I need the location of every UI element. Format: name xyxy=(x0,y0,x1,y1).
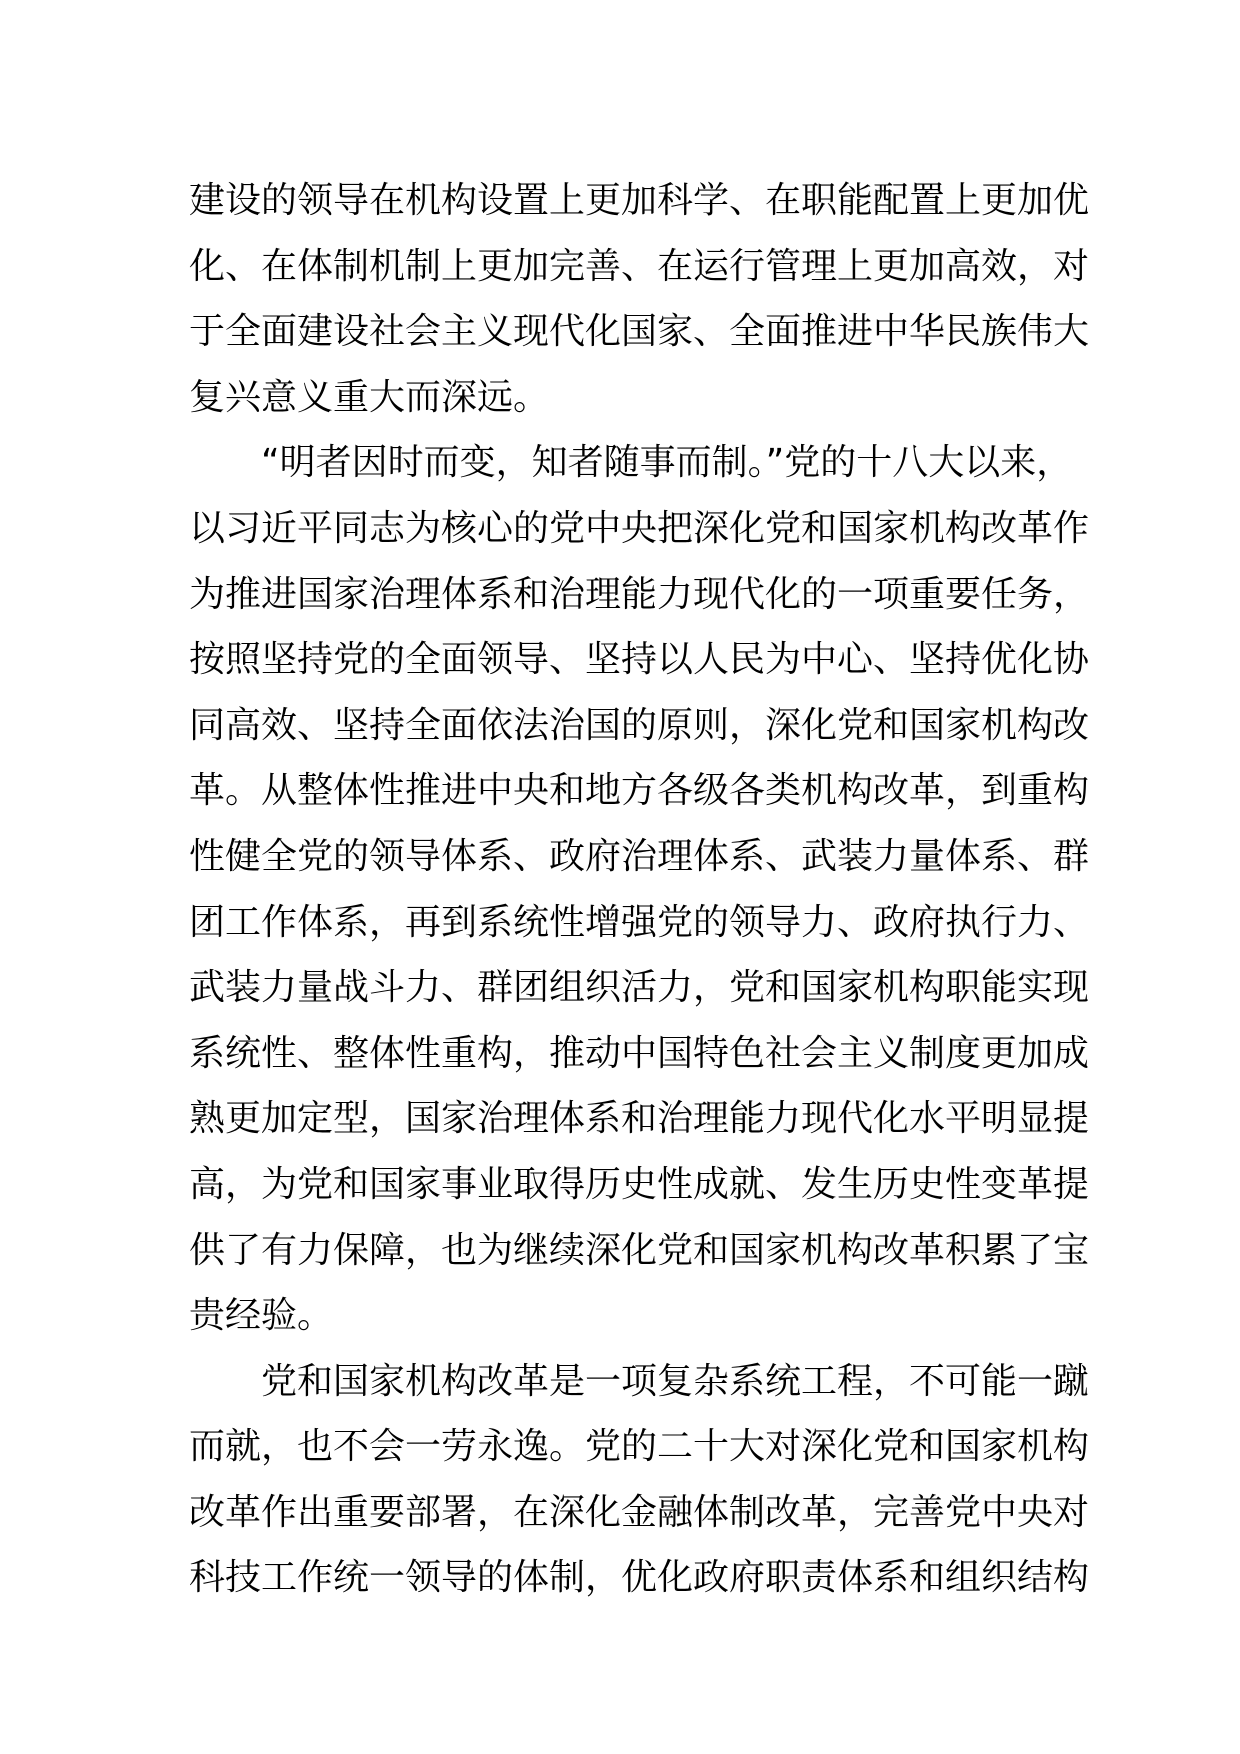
text-line: 性健全党的领导体系、政府治理体系、武装力量体系、群 xyxy=(189,835,1090,877)
text-line: 贵经验。 xyxy=(189,1295,334,1337)
text-line: 以习近平同志为核心的党中央把深化党和国家机构改革作 xyxy=(189,507,1090,549)
text-line: 团工作体系，再到系统性增强党的领导力、政府执行力、 xyxy=(189,901,1090,943)
text-line: 于全面建设社会主义现代化国家、全面推进中华民族伟大 xyxy=(189,311,1090,353)
document-body xyxy=(189,168,1090,1611)
text-line: 武装力量战斗力、群团组织活力，党和国家机构职能实现 xyxy=(189,967,1090,1009)
text-line: 系统性、整体性重构，推动中国特色社会主义制度更加成 xyxy=(189,1032,1090,1074)
text-line: 同高效、坚持全面依法治国的原则，深化党和国家机构改 xyxy=(189,704,1090,746)
text-line: 熟更加定型，国家治理体系和治理能力现代化水平明显提 xyxy=(189,1098,1090,1140)
text-line: 建设的领导在机构设置上更加科学、在职能配置上更加优 xyxy=(189,180,1090,221)
text-line: 党和国家机构改革是一项复杂系统工程，不可能一蹴 xyxy=(189,1360,1090,1402)
text-line: 革。从整体性推进中央和地方各级各类机构改革，到重构 xyxy=(189,770,1090,812)
text-line: 而就，也不会一劳永逸。党的二十大对深化党和国家机构 xyxy=(189,1426,1090,1468)
text-line: 科技工作统一领导的体制，优化政府职责体系和组织结构 xyxy=(189,1557,1090,1599)
text-line: 化、在体制机制上更加完善、在运行管理上更加高效，对 xyxy=(189,245,1090,287)
text-line: 高，为党和国家事业取得历史性成就、发生历史性变革提 xyxy=(189,1163,1090,1205)
text-line: 按照坚持党的全面领导、坚持以人民为中心、坚持优化协 xyxy=(189,639,1090,681)
text-line: “明者因时而变，知者随事而制。”党的十八大以来， xyxy=(189,442,1073,484)
text-line: 复兴意义重大而深远。 xyxy=(189,376,550,418)
text-line: 为推进国家治理体系和治理能力现代化的一项重要任务， xyxy=(189,573,1090,615)
text-line: 供了有力保障，也为继续深化党和国家机构改革积累了宝 xyxy=(189,1229,1090,1271)
text-line: 改革作出重要部署，在深化金融体制改革，完善党中央对 xyxy=(189,1491,1090,1533)
